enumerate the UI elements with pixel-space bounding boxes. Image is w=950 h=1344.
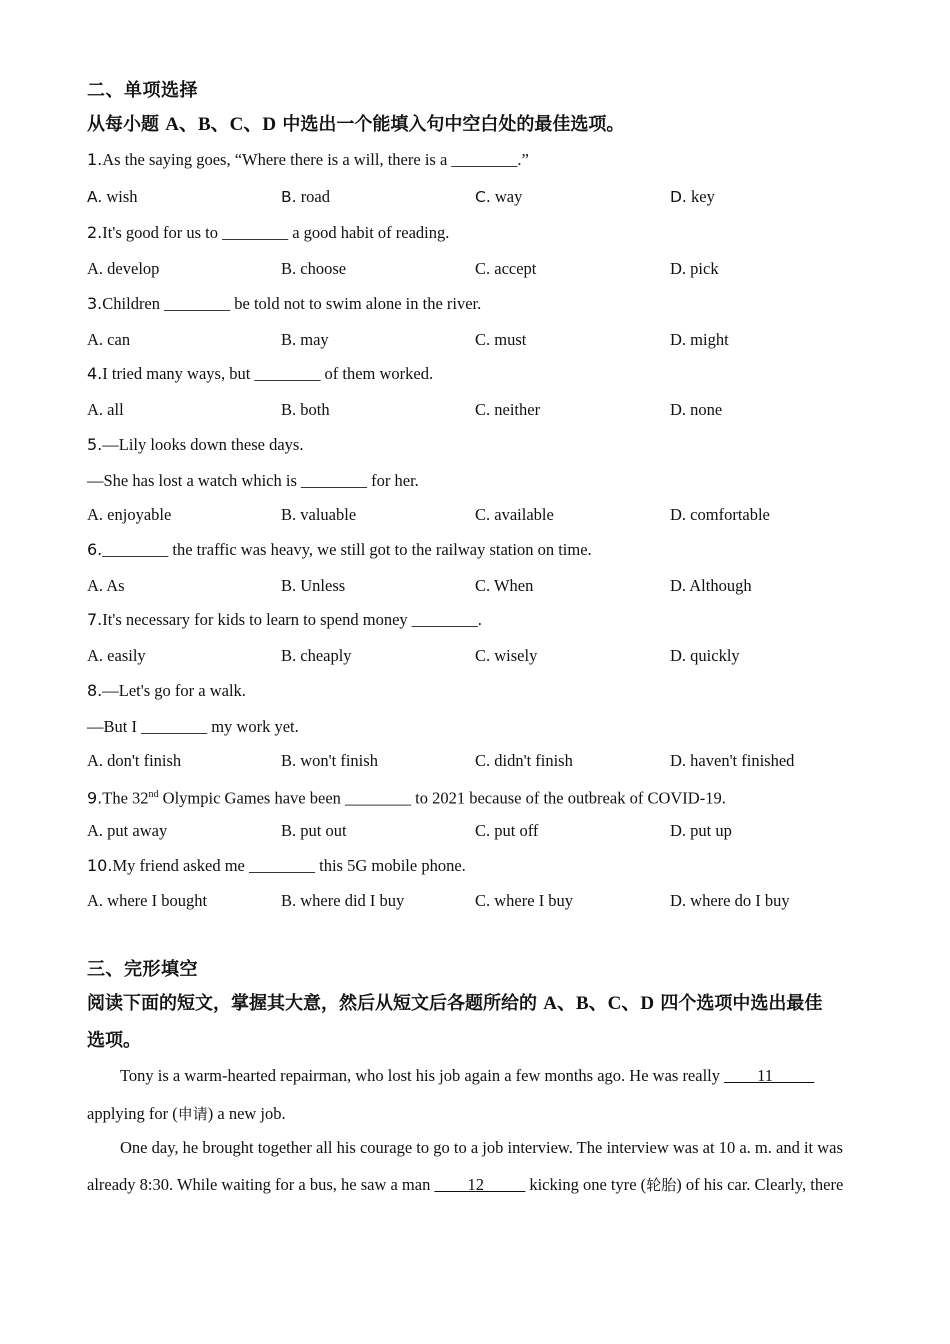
q8-option-b: B. won't finish bbox=[281, 751, 378, 770]
q4-option-d: D. none bbox=[670, 400, 723, 419]
q7-option-a: A. easily bbox=[87, 646, 146, 665]
q7-option-d: D. quickly bbox=[670, 646, 740, 665]
q8-option-c: C. didn't finish bbox=[475, 751, 573, 770]
question-text: Children ________ be told not to swim alone in the river. bbox=[102, 294, 482, 313]
question-number: 4. bbox=[87, 364, 103, 383]
question-text: As the saying goes, “Where there is a will, there is a ________.” bbox=[102, 150, 529, 169]
section3-heading: 三、完形填空 bbox=[87, 959, 198, 980]
q9-option-b: B. put out bbox=[281, 821, 347, 840]
question-number: 8. bbox=[87, 681, 103, 700]
question-number: 10. bbox=[87, 856, 113, 875]
q2-option-d: D. pick bbox=[670, 259, 719, 278]
q2-option-a: A. develop bbox=[87, 259, 160, 278]
q6-option-a: A. As bbox=[87, 576, 125, 595]
question-number: 5. bbox=[87, 435, 103, 454]
q3-option-d: D. might bbox=[670, 330, 729, 349]
q4-option-a: A. all bbox=[87, 400, 124, 419]
blank-11: ____11_____ bbox=[724, 1066, 815, 1085]
question-3 bbox=[87, 293, 481, 315]
section2-instruction bbox=[87, 114, 624, 136]
question-1 bbox=[87, 149, 529, 171]
q2-option-b: B. choose bbox=[281, 259, 347, 278]
question-text: My friend asked me ________ this 5G mobile phone. bbox=[112, 856, 466, 875]
q8-option-a: A. don't finish bbox=[87, 751, 182, 770]
q10-option-b: B. where did I buy bbox=[281, 891, 405, 910]
q5-option-b: B. valuable bbox=[281, 505, 357, 524]
question-number: 2. bbox=[87, 223, 103, 242]
q1-option-a: A. wish bbox=[87, 187, 138, 206]
q4-option-b: B. both bbox=[281, 400, 330, 419]
question-7 bbox=[87, 609, 482, 631]
question-6 bbox=[87, 539, 592, 561]
q10-option-a: A. where I bought bbox=[87, 891, 208, 910]
q7-option-b: B. cheaply bbox=[281, 646, 352, 665]
q10-option-d: D. where do I buy bbox=[670, 891, 790, 910]
q5-option-c: C. available bbox=[475, 505, 554, 524]
question-10 bbox=[87, 855, 466, 877]
q6-option-d: D. Although bbox=[670, 576, 752, 595]
q3-option-b: B. may bbox=[281, 330, 329, 349]
question-number: 1. bbox=[87, 150, 103, 169]
question-text: It's good for us to ________ a good habit of reading. bbox=[102, 223, 450, 242]
question-2 bbox=[87, 222, 449, 244]
question-text: It's necessary for kids to learn to spend money ________. bbox=[102, 610, 482, 629]
question-number: 3. bbox=[87, 294, 103, 313]
section2-instruction-post: 中选出一个能填入句中空白处的最佳选项。 bbox=[276, 114, 625, 135]
q10-option-c: C. where I buy bbox=[475, 891, 574, 910]
q2-option-c: C. accept bbox=[475, 259, 537, 278]
q9-option-c: C. put off bbox=[475, 821, 539, 840]
question-number: 6. bbox=[87, 540, 103, 559]
question-5-line2: —She has lost a watch which is ________ for her. bbox=[87, 471, 419, 490]
section2-instruction-letters: A、B、C、D bbox=[165, 114, 277, 135]
q1-option-b: B. road bbox=[281, 187, 331, 206]
q1-option-d: D. key bbox=[670, 187, 715, 206]
question-8-line2: —But I ________ my work yet. bbox=[87, 717, 299, 736]
q6-option-b: B. Unless bbox=[281, 576, 346, 595]
passage-p2-line1: One day, he brought together all his courage to go to a job interview. The interview was at 10 a. m. and it was bbox=[120, 1138, 843, 1157]
section2-heading: 二、单项选择 bbox=[87, 80, 198, 101]
section3-instruction: 阅读下面的短文，掌握其大意，然后从短文后各题所给的 A、B、C、D 四个选项中选出最佳 bbox=[87, 993, 823, 1014]
blank-12: ____12_____ bbox=[434, 1175, 526, 1194]
q9-option-a: A. put away bbox=[87, 821, 168, 840]
question-8 bbox=[87, 680, 246, 702]
q1-option-c: C. way bbox=[475, 187, 523, 206]
q7-option-c: C. wisely bbox=[475, 646, 538, 665]
q3-option-c: C. must bbox=[475, 330, 527, 349]
question-text: —Lily looks down these days. bbox=[102, 435, 304, 454]
q8-option-d: D. haven't finished bbox=[670, 751, 795, 770]
question-4 bbox=[87, 363, 433, 385]
question-9: 9.The 32nd Olympic Games have been ________ to 2021 because of the outbreak of COVID-19. bbox=[87, 788, 726, 808]
passage-p2-line2: already 8:30. While waiting for a bus, he saw a man ____12_____ kicking one tyre (轮胎) of his car. Clearly, there bbox=[87, 1175, 844, 1194]
question-text: ________ the traffic was heavy, we still got to the railway station on time. bbox=[102, 540, 592, 559]
section2-instruction-pre: 从每小题 bbox=[87, 114, 166, 135]
passage-p1-line2: applying for (申请) a new job. bbox=[87, 1104, 286, 1123]
q5-option-d: D. comfortable bbox=[670, 505, 770, 524]
question-text: I tried many ways, but ________ of them worked. bbox=[102, 364, 434, 383]
question-5 bbox=[87, 434, 303, 456]
q3-option-a: A. can bbox=[87, 330, 131, 349]
q5-option-a: A. enjoyable bbox=[87, 505, 172, 524]
question-number: 9. bbox=[87, 788, 103, 808]
passage-p1-line1: Tony is a warm-hearted repairman, who lost his job again a few months ago. He was really ____11_____ bbox=[120, 1066, 815, 1085]
q4-option-c: C. neither bbox=[475, 400, 541, 419]
question-number: 7. bbox=[87, 610, 103, 629]
q9-option-d: D. put up bbox=[670, 821, 732, 840]
section3-instruction-line2: 选项。 bbox=[87, 1030, 141, 1051]
question-text: —Let's go for a walk. bbox=[102, 681, 246, 700]
q6-option-c: C. When bbox=[475, 576, 534, 595]
